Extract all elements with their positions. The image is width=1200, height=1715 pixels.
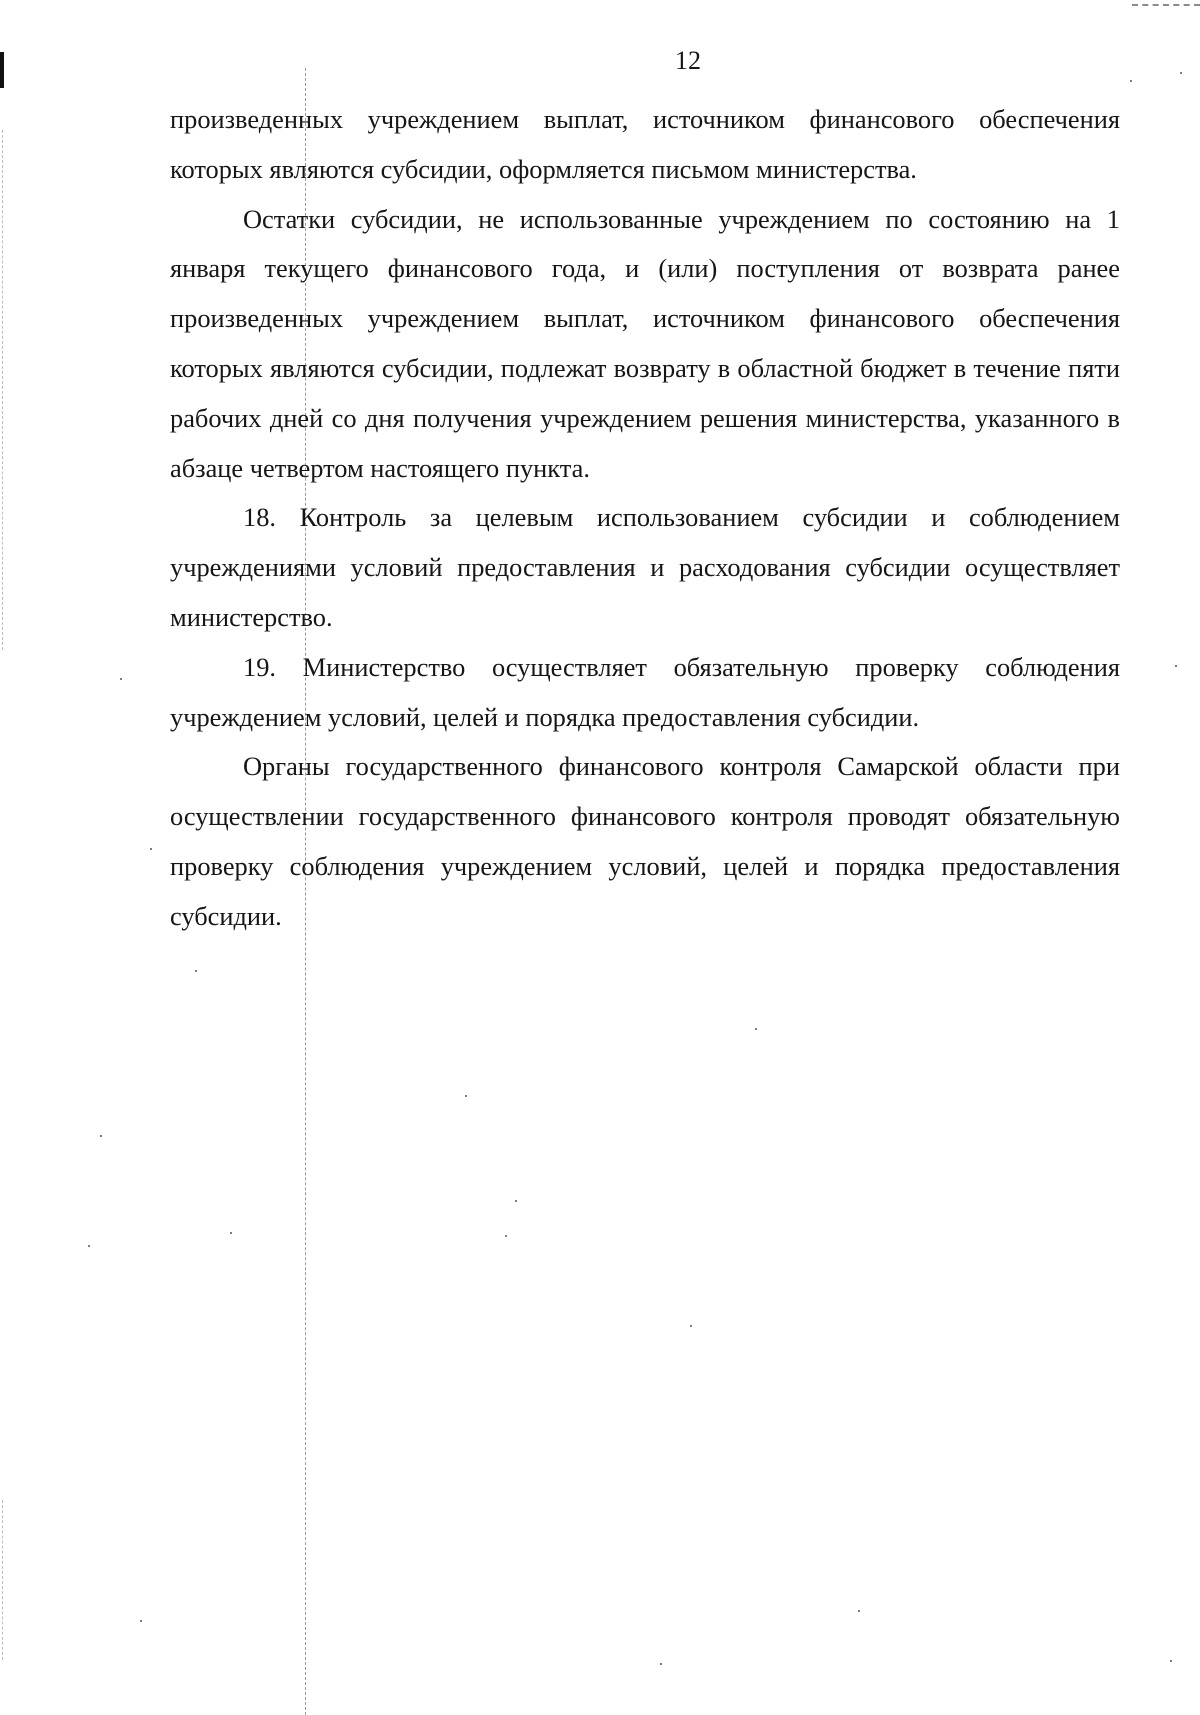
scan-speck — [660, 1663, 662, 1665]
paragraph-financial-control: Органы государственного финансового контроля Самарской области при осуществлении государственного финансового контроля проводят обязательную проверку соблюдения учреждением условий, целей и порядка предоставления субсидии. — [170, 751, 1120, 931]
scan-speck — [120, 678, 122, 680]
scan-speck — [465, 1095, 467, 1097]
scan-corner-dash — [1132, 4, 1200, 6]
scan-speck — [858, 1610, 860, 1612]
document-body — [170, 95, 1120, 942]
page-number: 12 — [675, 46, 701, 75]
scan-speck — [515, 1200, 517, 1202]
scan-speck — [1130, 80, 1132, 82]
scan-speck — [1170, 1660, 1172, 1662]
scan-speck — [88, 1245, 90, 1247]
scan-edge-dashes-lower — [2, 1500, 4, 1660]
scan-speck — [150, 848, 152, 850]
scan-speck — [230, 1232, 232, 1234]
paragraph-balance-return: Остатки субсидии, не использованные учреждением по состоянию на 1 января текущего финансового года, и (или) поступления от возврата ранее произведенных учреждением выплат, источником финансового обеспечения которых являются субсидии, подлежат возврату в областной бюджет в течение пяти рабочих дней со дня получения учреждением решения министерства, указанного в абзаце четвертом настоящего пункта. — [170, 203, 1120, 483]
scan-edge-dashes — [2, 130, 4, 650]
paragraph-continuation: произведенных учреждением выплат, источником финансового обеспечения которых являются субсидии, оформляется письмом министерства. — [170, 104, 1120, 184]
scan-speck — [1175, 665, 1177, 667]
scan-speck — [1180, 72, 1182, 74]
paragraph-item-18: 18. Контроль за целевым использованием субсидии и соблюдением учреждениями условий предоставления и расходования субсидии осуществляет министерство. — [170, 502, 1120, 632]
scan-speck — [140, 1620, 142, 1622]
paragraph-item-19: 19. Министерство осуществляет обязательную проверку соблюдения учреждением условий, целей и порядка предоставления субсидии. — [170, 651, 1120, 732]
scan-speck — [755, 1028, 757, 1030]
scan-speck — [100, 1135, 102, 1137]
scan-speck — [505, 1235, 507, 1237]
scan-speck — [195, 970, 197, 972]
scan-speck — [690, 1325, 692, 1327]
